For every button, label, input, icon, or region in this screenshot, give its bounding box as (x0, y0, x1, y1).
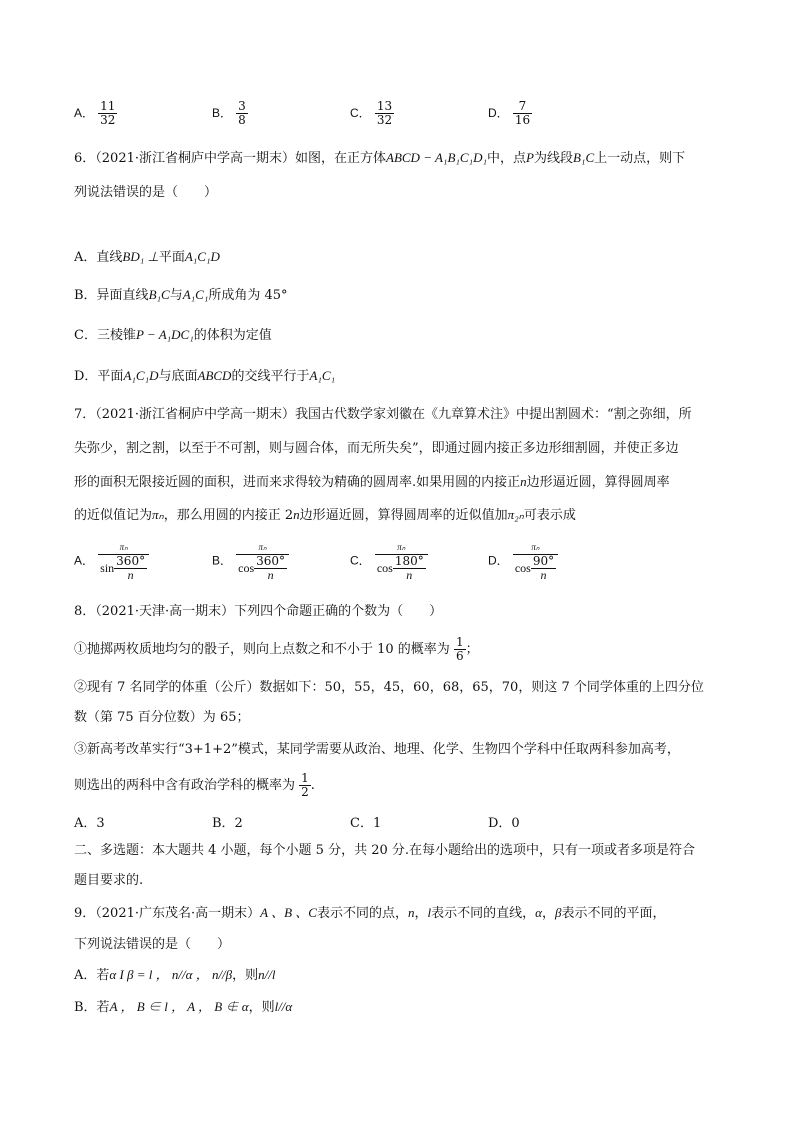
q5-option-b: B． $\frac{3}{8}$ (212, 99, 246, 127)
q7-stem-line1: 7．（2021·浙江省桐庐中学高一期末）我国古代数学家刘徽在《九章算术注》中提出割圆术：“割之弥细，所 (74, 407, 692, 422)
q6-option-d: D．平面A₁C₁D与底面ABCD的交线平行于A₁C₁ (74, 368, 336, 384)
fraction: πₙ cos $\frac{360^\circ}{n}$ (236, 540, 289, 582)
q8-option-b: B．2 (212, 816, 243, 831)
q9-stem-line2: 下列说法错误的是（ ） (74, 937, 231, 952)
q8-stem: 8．（2021·天津·高一期末）下列四个命题正确的个数为（ ） (74, 604, 443, 619)
q8-option-d: D．0 (488, 816, 520, 831)
q8-statement-3-line2: 则选出的两科中含有政治学科的概率为 $\frac{1}{2}$ . (74, 771, 315, 799)
q5-option-a: A． $\frac{11}{32}$ (74, 99, 116, 127)
q9-option-a: A．若α I β = l ， n//α ， n//β，则n//l (74, 967, 276, 983)
fraction: $\frac{7}{16}$ (514, 99, 531, 127)
fraction: $\frac{13}{32}$ (376, 99, 393, 127)
q6-option-b: B．异面直线B₁C与A₁C₁所成角为 45° (74, 287, 288, 303)
q5-option-c: C． $\frac{13}{32}$ (350, 99, 393, 127)
q6-stem-line2: 列说法错误的是（ ） (74, 185, 218, 200)
fraction: πₙ cos $\frac{180^\circ}{n}$ (375, 540, 428, 582)
fraction: πₙ cos $\frac{90^\circ}{n}$ (513, 540, 558, 582)
section-heading-line2: 题目要求的. (74, 873, 144, 888)
q7-stem-line4: 的近似值记为πₙ，那么用圆的内接正 2n边形逼近圆，算得圆周率的近似值加π₂ₙ可表示成 (74, 507, 576, 523)
q9-option-b: B．若A ， B ∈ l ， A ， B ∉ α，则l//α (74, 999, 293, 1015)
section-heading-line1: 二、多选题：本大题共 4 小题，每个小题 5 分，共 20 分.在每小题给出的选项中，只有一项或者多项是符合 (74, 843, 696, 858)
q8-statement-3-line1: ③新高考改革实行“3+1+2”模式，某同学需要从政治、地理、化学、生物四个学科中任取两科参加高考， (74, 742, 680, 757)
fraction: $\frac{3}{8}$ (238, 99, 246, 127)
fraction: $\frac{1}{2}$ (301, 771, 309, 799)
q8-option-a: A．3 (74, 816, 105, 831)
q8-statement-1: ①抛掷两枚质地均匀的骰子，则向上点数之和不小于 10 的概率为 $\frac{1}{6}$ ； (74, 635, 479, 663)
q6-option-c: C．三棱锥P − A₁DC₁的体积为定值 (74, 327, 272, 343)
q8-option-c: C．1 (350, 816, 382, 831)
q7-option-c: C． πₙ cos $\frac{180^\circ}{n}$ (350, 540, 428, 582)
q6-stem-line1: 6．（2021·浙江省桐庐中学高一期末）如图，在正方体ABCD − A₁B₁C₁D₁中，点P为线段B₁C上一动点，则下 (74, 150, 686, 166)
fraction: πₙ sin $\frac{360^\circ}{n}$ (98, 540, 149, 582)
q7-option-a: A． πₙ sin $\frac{360^\circ}{n}$ (74, 540, 149, 582)
q7-option-b: B． πₙ cos $\frac{360^\circ}{n}$ (212, 540, 289, 582)
fraction: $\frac{1}{6}$ (455, 635, 464, 663)
q8-statement-2-line1: ②现有 7 名同学的体重（公斤）数据如下：50，55，45，60，68，65，70，则这 7 个同学体重的上四分位 (74, 680, 704, 695)
q9-stem-line1: 9．（2021·广东茂名·高一期末）A 、B 、C表示不同的点，n，l表示不同的直线，α，β表示不同的平面， (74, 905, 666, 921)
q6-option-a: A．直线BD₁ ⊥平面A₁C₁D (74, 249, 220, 265)
q7-stem-line3: 形的面积无限接近圆的面积，进而来求得较为精确的圆周率.如果用圆的内接正n边形逼近圆，算得圆周率 (74, 474, 670, 490)
q7-stem-line2: 失弥少，割之割，以至于不可割，则与圆合体，而无所失矣”，即通过圆内接正多边形细割圆，并使正多边 (74, 441, 679, 456)
q8-statement-2-line2: 数（第 75 百分位数）为 65； (74, 710, 250, 725)
q7-option-d: D． πₙ cos $\frac{90^\circ}{n}$ (488, 540, 558, 582)
fraction: $\frac{11}{32}$ (100, 99, 116, 127)
q5-option-d: D． $\frac{7}{16}$ (488, 99, 531, 127)
